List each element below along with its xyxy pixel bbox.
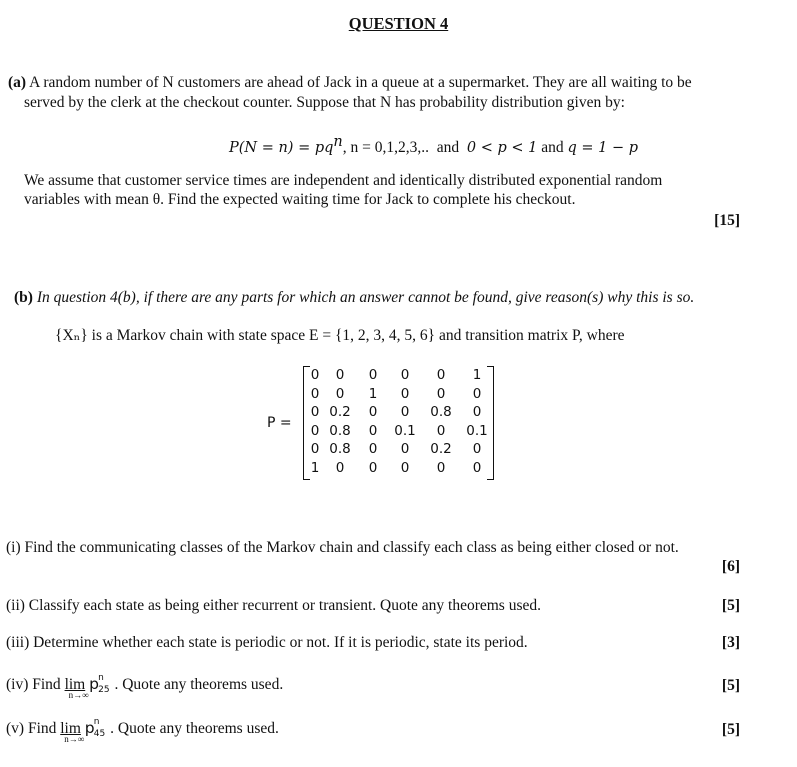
- matrix-cell: 0: [368, 459, 378, 476]
- matrix-cell: 0: [400, 385, 410, 402]
- matrix-cell: 0.2: [329, 404, 351, 421]
- matrix-cell: 0: [400, 367, 410, 384]
- limit-v: lim n→∞: [60, 720, 85, 744]
- matrix-row: [307, 385, 493, 404]
- question-i-marks: [6]: [721, 558, 740, 575]
- matrix-row: [307, 366, 493, 385]
- matrix-cell: 0: [310, 441, 320, 458]
- part-a-para-line1: We assume that customer service times are independent and identically distributed exponential random: [24, 172, 663, 189]
- matrix-cell: 0: [368, 441, 378, 458]
- matrix-cell: 0.1: [394, 422, 416, 439]
- part-a-marks: [15]: [714, 212, 740, 229]
- matrix-cell: 0: [335, 459, 345, 476]
- matrix-cell: 0: [436, 367, 446, 384]
- part-b-label: (b): [14, 289, 33, 306]
- matrix-cell: 0: [436, 459, 446, 476]
- transition-matrix: [303, 366, 494, 482]
- matrix-cell: 1: [472, 367, 482, 384]
- matrix-cell: 0.8: [329, 422, 351, 439]
- matrix-cell: 0: [400, 404, 410, 421]
- matrix-table: [307, 366, 493, 477]
- matrix-cell: 1: [310, 459, 320, 476]
- question-title: QUESTION 4: [348, 14, 449, 33]
- question-ii: (ii) Classify each state as being either recurrent or transient. Quote any theorems used.: [6, 597, 541, 614]
- matrix-cell: 0.8: [430, 404, 452, 421]
- question-v-marks: [5]: [721, 721, 740, 738]
- question-iii-marks: [3]: [721, 634, 740, 651]
- question-iv-marks: [5]: [721, 677, 740, 694]
- limit-iv: lim n→∞: [64, 676, 89, 700]
- matrix-cell: 0: [400, 459, 410, 476]
- matrix-cell: 0: [310, 367, 320, 384]
- matrix-cell: 0: [400, 441, 410, 458]
- matrix-cell: 0: [368, 404, 378, 421]
- question-i: (i) Find the communicating classes of the Markov chain and classify each class as being either closed or not.: [6, 539, 679, 556]
- p-45-n: p n 45: [84, 717, 106, 739]
- part-a-line2: served by the clerk at the checkout counter. Suppose that N has probability distribution given by:: [24, 94, 625, 111]
- question-ii-marks: [5]: [721, 597, 740, 614]
- part-a-para-line2: variables with mean θ. Find the expected waiting time for Jack to complete his checkout.: [24, 191, 576, 208]
- matrix-cell: 0: [472, 459, 482, 476]
- part-a-formula: $P(N = n) = pq^n$, n = 0,1,2,3,.. and 0 < p < 1 and q = 1 − p: [229, 134, 639, 157]
- matrix-cell: 0: [472, 385, 482, 402]
- question-v: (v) Find lim n→∞ p n 45 . Quote any theorems used.: [6, 717, 279, 744]
- matrix-label: P =: [267, 415, 292, 431]
- part-b-statement: {Xₙ} is a Markov chain with state space E = {1, 2, 3, 4, 5, 6} and transition matrix P, where: [55, 327, 625, 344]
- matrix-cell: 0: [335, 385, 345, 402]
- part-a-line1: (a) A random number of N customers are ahead of Jack in a queue at a supermarket. They are all waiting to be: [8, 74, 692, 91]
- matrix-cell: 0: [368, 367, 378, 384]
- matrix-cell: 0: [368, 422, 378, 439]
- matrix-cell: 0.1: [466, 422, 488, 439]
- matrix-row: [307, 403, 493, 422]
- matrix-cell: 0: [472, 404, 482, 421]
- matrix-row: [307, 459, 493, 478]
- p-25-n: p n 25: [89, 673, 110, 695]
- matrix-row: [307, 440, 493, 459]
- matrix-cell: 0: [335, 367, 345, 384]
- question-iv: (iv) Find lim n→∞ p n 25 . Quote any theorems used.: [6, 673, 284, 700]
- matrix-cell: 1: [368, 385, 378, 402]
- matrix-cell: 0: [436, 422, 446, 439]
- part-a-label: (a): [8, 74, 27, 91]
- matrix-row: [307, 422, 493, 441]
- matrix-cell: 0: [310, 385, 320, 402]
- matrix-cell: 0.8: [329, 441, 351, 458]
- question-iii: (iii) Determine whether each state is periodic or not. If it is periodic, state its period.: [6, 634, 528, 651]
- matrix-cell: 0: [472, 441, 482, 458]
- matrix-cell: 0: [310, 404, 320, 421]
- part-b-instruction: (b) In question 4(b), if there are any parts for which an answer cannot be found, give reason(s) why this is so.: [14, 289, 695, 306]
- matrix-cell: 0.2: [430, 441, 452, 458]
- matrix-cell: 0: [436, 385, 446, 402]
- matrix-cell: 0: [310, 422, 320, 439]
